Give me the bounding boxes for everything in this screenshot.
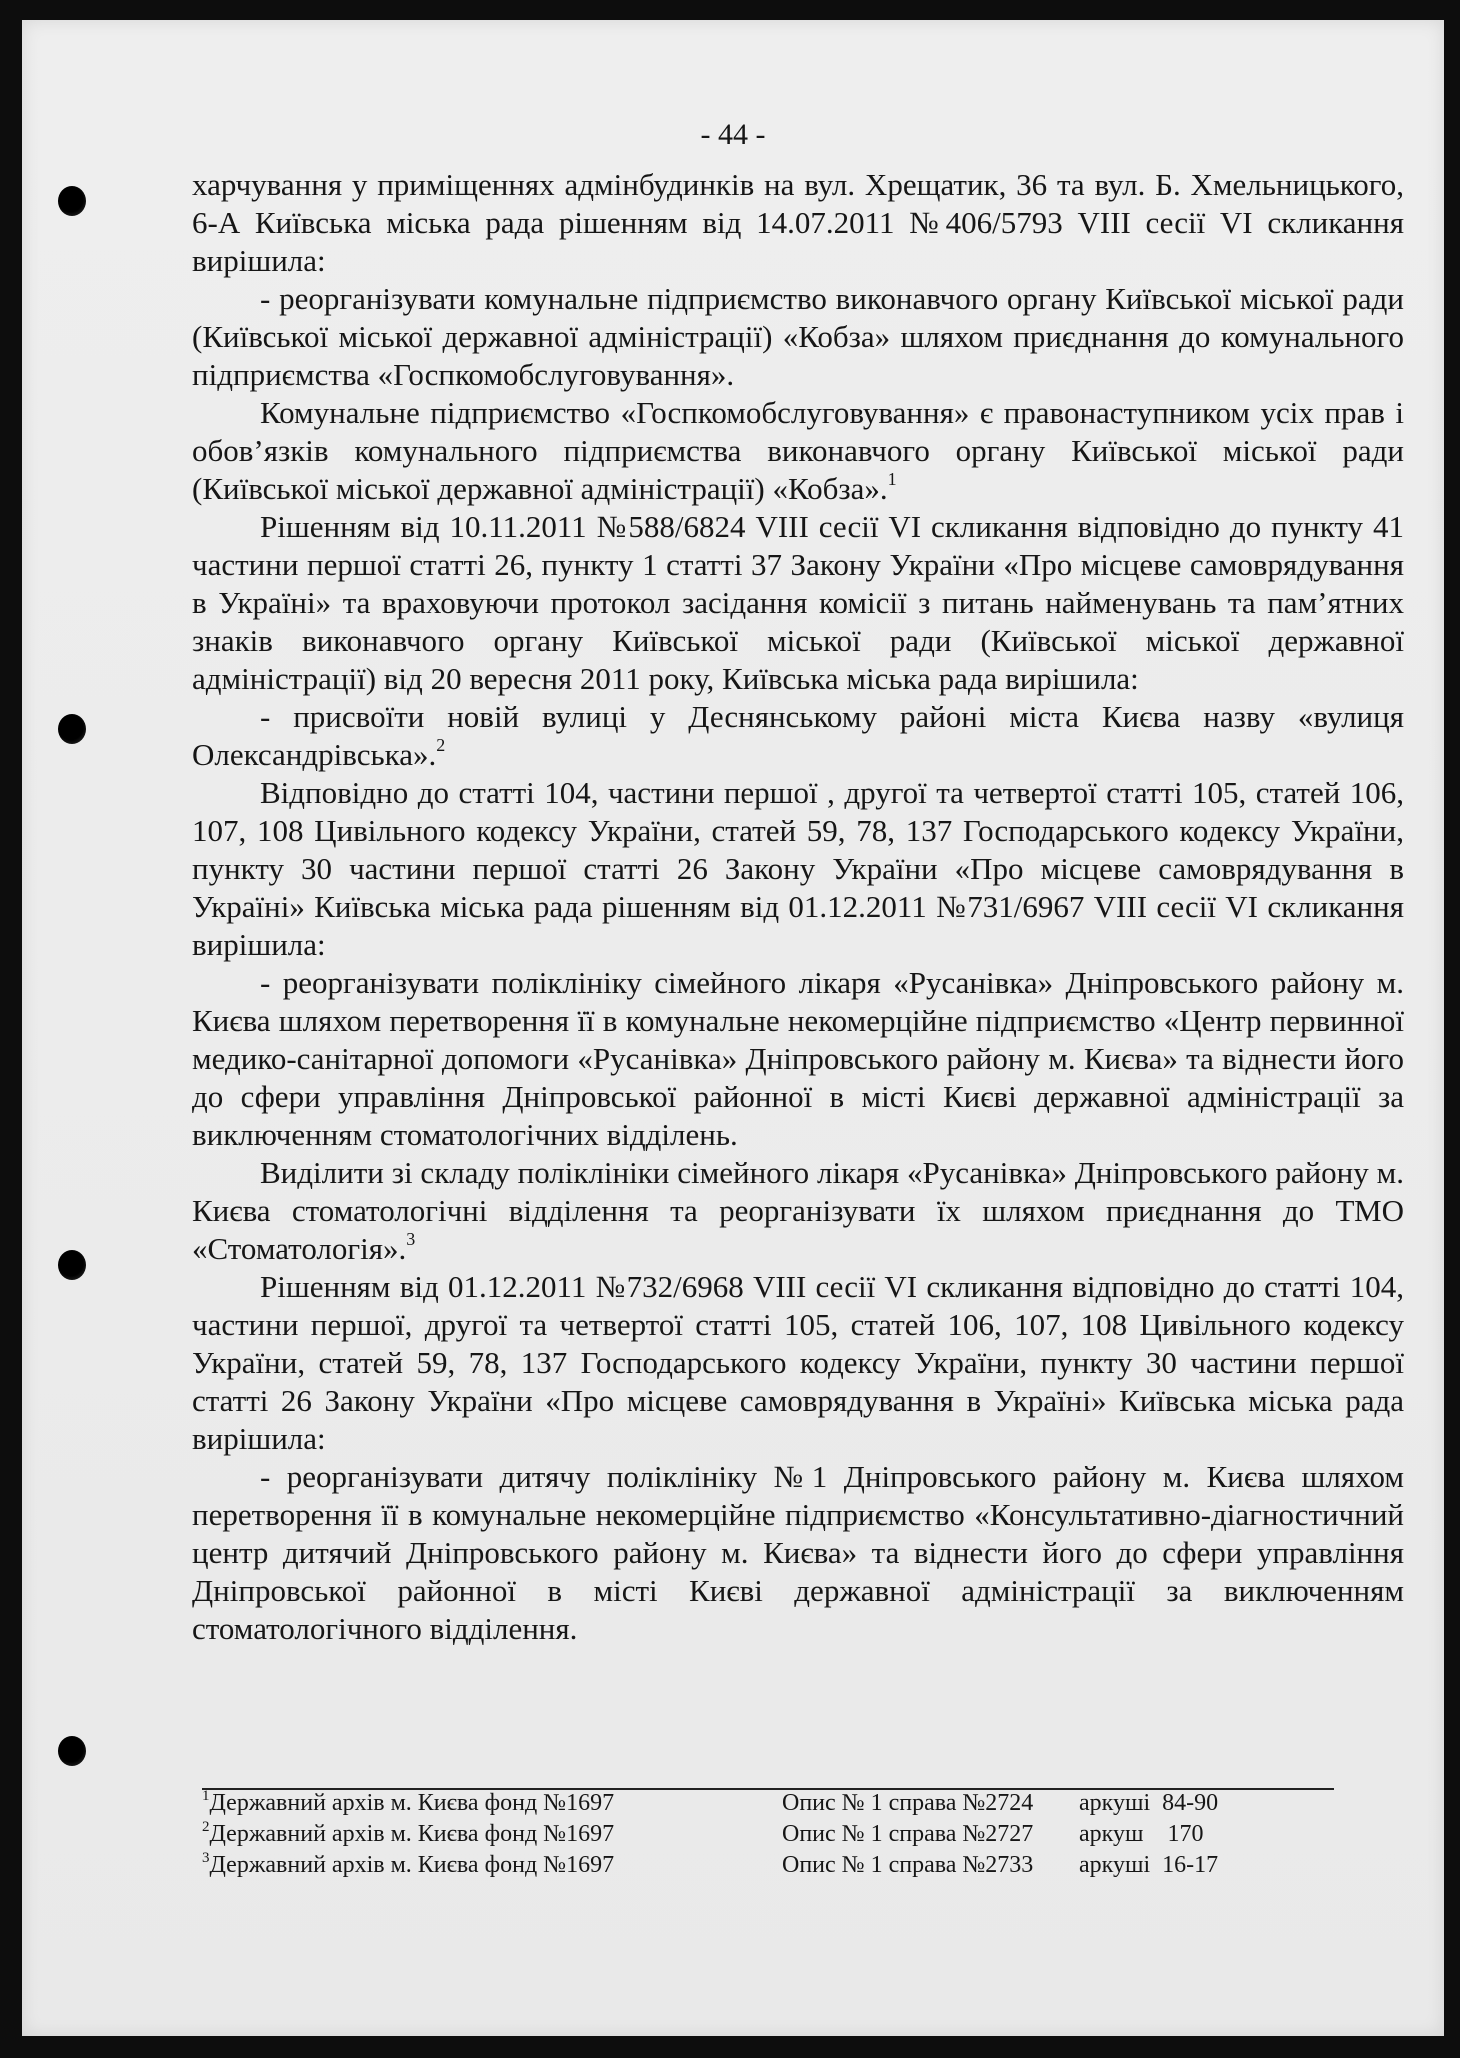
paragraph: Відповідно до статті 104, частини першої , другої та четвертої статті 105, статей 106, 107, 108 Цивільного кодексу України, статей 59, 78, 137 Господарського кодексу України, пункту 30 частини першої статті 26 Закону України «Про місцеве самоврядування в Україні» Київська міська рада рішенням від 01.12.2011 №731/6967 VIII сесії VI скликання вирішила: [192, 775, 1404, 962]
footnote-case: Опис № 1 справа №2733 [782, 1852, 1034, 1878]
footnote-mark: 1 [202, 1788, 210, 1804]
paragraph-text: Комунальне підприємство «Госпкомобслуговування» є правонаступником усіх прав і обов’язків комунального підприємства виконавчого органу Київської міської ради (Київської міської державної адміністрації) «Кобза». [192, 395, 1404, 506]
binder-hole [58, 1736, 86, 1766]
footnote-case: Опис № 1 справа №2724 [782, 1790, 1034, 1816]
binder-hole [58, 1250, 86, 1280]
footnote-sheets-value: 170 [1167, 1821, 1204, 1847]
footnote-sheets [1079, 1788, 1218, 1819]
paragraph-text: Виділити зі складу поліклініки сімейного лікаря «Русанівка» Дніпровського району м. Києва стоматологічні відділення та реорганізувати їх шляхом приєднання до ТМО «Стоматологія». [192, 1155, 1404, 1266]
paragraph: Рішенням від 01.12.2011 №732/6968 VIII сесії VI скликання відповідно до статті 104, частини першої, другої та четвертої статті 105, статей 106, 107, 108 Цивільного кодексу України, статей 59, 78, 137 Господарського кодексу України, пункту 30 частини першої статті 26 Закону України «Про місцеве самоврядування в Україні» Київська міська рада вирішила: [192, 1269, 1404, 1456]
footnote-source [202, 1819, 614, 1850]
footnote-ref: 1 [887, 469, 897, 489]
footnote-mark: 2 [202, 1819, 210, 1835]
footnote-source-text: Державний архів м. Києва фонд №1697 [209, 1852, 615, 1878]
paragraph: Рішенням від 10.11.2011 №588/6824 VIII сесії VI скликання відповідно до пункту 41 частини першої статті 26, пункту 1 статті 37 Закону України «Про місцеве самоврядування в Україні» та враховуючи протокол засідання комісії з питань найменувань та пам’ятних знаків виконавчого органу Київської міської ради (Київської міської державної адміністрації) від 20 вересня 2011 року, Київська міська рада вирішила: [192, 509, 1404, 696]
footnote-sheets-label: аркуш [1079, 1821, 1144, 1847]
footnote-source-text: Державний архів м. Києва фонд №1697 [209, 1790, 615, 1816]
paragraph-text: - присвоїти новій вулиці у Деснянському районі міста Києва назву «вулиця Олександрівська». [192, 699, 1404, 772]
footnote-source [202, 1850, 614, 1881]
paragraph: - реорганізувати поліклініку сімейного лікаря «Русанівка» Дніпровського району м. Києва шляхом перетворення її в комунальне некомерційне підприємство «Центр первинної медико-санітарної допомоги «Русанівка» Дніпровського району м. Києва» та віднести його до сфери управління Дніпровської районної в місті Києві державної адміністрації за виключенням стоматологічних відділень. [192, 965, 1404, 1152]
footnote-source [202, 1788, 614, 1819]
footnote-sheets [1079, 1819, 1203, 1850]
paragraph: - реорганізувати дитячу поліклініку №1 Дніпровського району м. Києва шляхом перетворення її в комунальне некомерційне підприємство «Консультативно-діагностичний центр дитячий Дніпровського району м. Києва» та віднести його до сфери управління Дніпровської районної в місті Києві державної адміністрації за виключенням стоматологічного відділення. [192, 1459, 1404, 1646]
paragraph: - реорганізувати комунальне підприємство виконавчого органу Київської міської ради (Київської міської державної адміністрації) «Кобза» шляхом приєднання до комунального підприємства «Госпкомобслуговування». [192, 281, 1404, 392]
footnote-ref: 3 [406, 1229, 416, 1249]
footnote [202, 1850, 1302, 1881]
page-number: - 44 - [700, 118, 766, 151]
footnote-sheets-value: 16-17 [1162, 1852, 1219, 1878]
footnote-sheets-label: аркуші [1079, 1790, 1151, 1816]
footnote-case: Опис № 1 справа №2727 [782, 1821, 1034, 1847]
footnote-ref: 2 [436, 735, 446, 755]
binder-hole [58, 186, 86, 216]
paragraph [192, 394, 1404, 508]
binder-hole [58, 714, 86, 744]
paragraph: харчування у приміщеннях адмінбудинків на вул. Хрещатик, 36 та вул. Б. Хмельницького, 6-А Київська міська рада рішенням від 14.07.2011 №406/5793 VIII сесії VI скликання вирішила: [192, 167, 1404, 278]
footnote [202, 1819, 1302, 1850]
footnote [202, 1788, 1302, 1819]
paragraph [192, 698, 1404, 774]
footnote-sheets-value: 84-90 [1162, 1790, 1219, 1816]
footnote-sheets [1079, 1850, 1218, 1881]
footnote-mark: 3 [202, 1850, 210, 1866]
footnote-sheets-label: аркуші [1079, 1852, 1151, 1878]
document-body [192, 166, 1404, 1648]
document-page [22, 20, 1444, 2036]
paragraph [192, 1154, 1404, 1268]
footnote-source-text: Державний архів м. Києва фонд №1697 [209, 1821, 615, 1847]
footnotes [202, 1788, 1302, 1881]
